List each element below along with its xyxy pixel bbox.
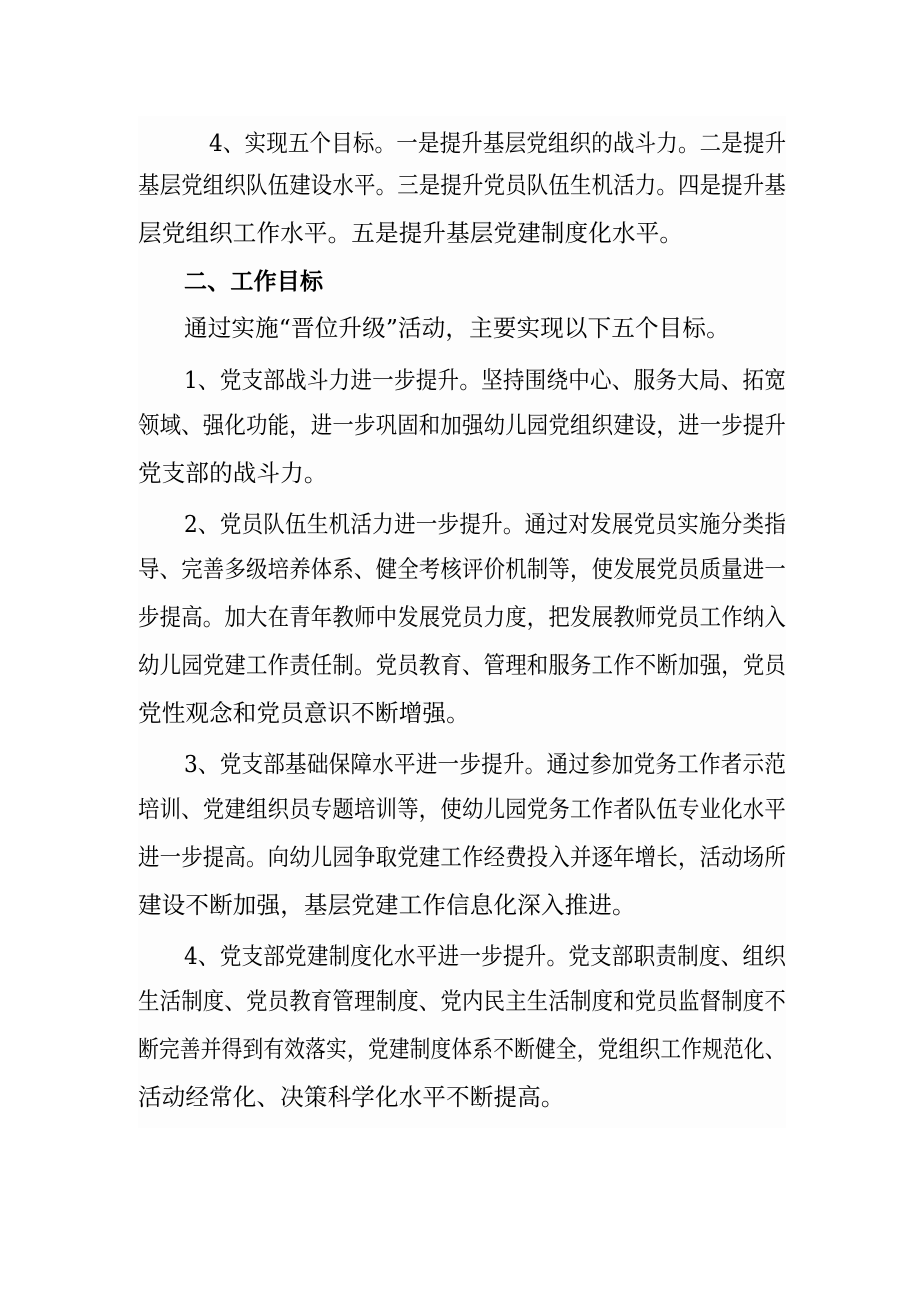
goal-4-line-1: 4、党支部党建制度化水平进一步提升。党支部职责制度、组织 [184,942,787,970]
intro-paragraph: 通过实施“晋位升级”活动，主要实现以下五个目标。 [184,314,730,342]
para-target-4-line-1: 4、实现五个目标。一是提升基层党组织的战斗力。二是提升 [209,129,787,157]
goal-2-line-5: 党性观念和党员意识不断增强。 [138,699,470,727]
goal-3-line-3: 进一步提高。向幼儿园争取党建工作经费投入并逐年增长，活动场所 [138,843,787,871]
para-target-4-line-3: 层党组织工作水平。五是提升基层党建制度化水平。 [138,219,684,247]
document-body [138,116,786,1128]
goal-4-line-4: 活动经常化、决策科学化水平不断提高。 [138,1083,565,1111]
goal-4-line-2: 生活制度、党员教育管理制度、党内民主生活制度和党员监督制度不 [138,987,787,1015]
goal-3-line-1: 3、党支部基础保障水平进一步提升。通过参加党务工作者示范 [184,750,787,778]
goal-3-line-2: 培训、党建组织员专题培训等，使幼儿园党务工作者队伍专业化水平 [138,795,787,823]
goal-4-line-3: 断完善并得到有效落实，党建制度体系不断健全，党组织工作规范化、 [138,1035,786,1063]
goal-3-line-4: 建设不断加强，基层党建工作信息化深入推进。 [138,891,636,919]
goal-2-line-2: 导、完善多级培养体系、健全考核评价机制等，使发展党员质量进一 [138,555,787,583]
para-target-4-line-2: 基层党组织队伍建设水平。三是提升党员队伍生机活力。四是提升基 [138,171,787,199]
goal-2-line-3: 步提高。加大在青年教师中发展党员力度，把发展教师党员工作纳入 [138,603,787,631]
goal-1-line-1: 1、党支部战斗力进一步提升。坚持围绕中心、服务大局、拓宽 [184,366,787,394]
section-heading: 二、工作目标 [184,269,324,295]
goal-1-line-3: 党支部的战斗力。 [138,459,328,487]
goal-1-line-2: 领域、强化功能，进一步巩固和加强幼儿园党组织建设，进一步提升 [138,411,787,439]
goal-2-line-4: 幼儿园党建工作责任制。党员教育、管理和服务工作不断加强，党员 [138,651,787,679]
goal-2-line-1: 2、党员队伍生机活力进一步提升。通过对发展党员实施分类指 [184,510,787,538]
